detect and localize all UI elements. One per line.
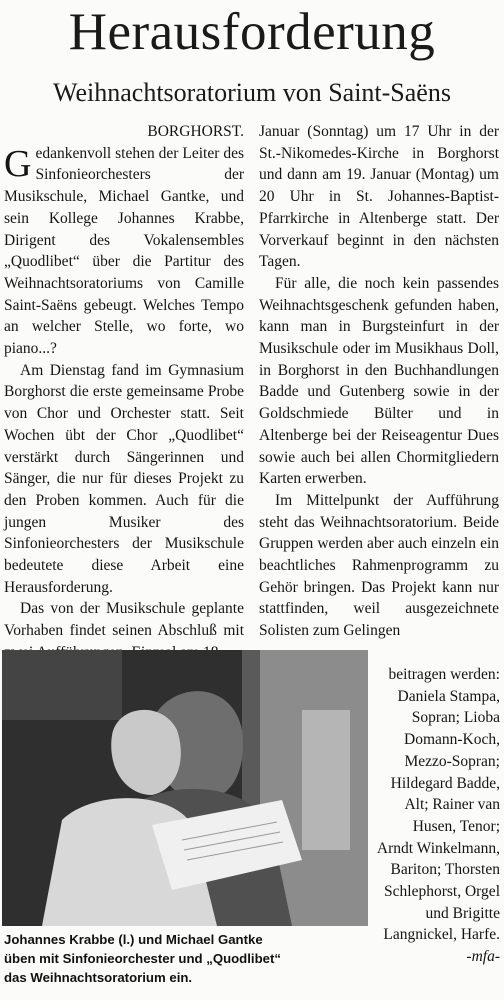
article-subheadline: Weihnachtsoratorium von Saint-Saëns <box>53 78 451 107</box>
article-paragraph: Am Dienstag fand im Gymnasium Borghorst die erste gemeinsame Probe von Chor und Orchester statt. Seit Wochen übt der Chor „Quodlibet“ verstärkt durch Sängerinnen und Sänger, die nur für dieses Projekt zu den Proben kommen. Auch für die jungen Musiker des Sinfonieorchesters der Musikschule bedeutete diese Arbeit eine Herausforderung. <box>4 361 244 596</box>
article-paragraph: Das von der Musikschule geplante Vorhaben findet seinen Abschluß mit <box>4 600 244 640</box>
article-column-right <box>259 121 499 642</box>
article-photo <box>2 650 368 926</box>
caption-line: Johannes Krabbe (l.) und Michael Gantke <box>4 932 263 947</box>
drop-cap: G <box>4 142 32 185</box>
article-column-right-continued <box>374 664 500 968</box>
article-paragraph: Im Mittelpunkt der Aufführung steht das Weihnachtsoratorium. Beide Gruppen werden aber auch einzeln ein beachtliches Rahmenprogramm zu Gehör bringen. Das Projekt kann nur stattfinden, weil ausgezeichnete Solisten zum Gelingen <box>259 491 499 640</box>
article-paragraph: beitragen werden: Daniela Stampa, Sopran; Lioba Domann-Koch, Mezzo-Sopran; Hildegard Badde, Alt; Rainer van Husen, Tenor; Arndt Winkelmann, Bariton; Thorsten Schlephorst, Orgel und Brigitte Langnickel, Harfe. <box>376 666 500 944</box>
caption-line: üben mit Sinfonieorchester und „Quodlibet“ <box>4 951 281 966</box>
photo-image <box>2 650 368 926</box>
paragraph-text: edankenvoll stehen der Leiter des Sinfonieorchesters der Musikschule, Michael Gantke, und sein Kollege Johannes Krabbe, Dirigent des Vokalensembles „Quodlibet“ über die Partitur des Weihnachtsoratoriums von Camille Saint-Saëns gebeugt. Welches Tempo an welcher Stelle, wo forte, wo piano...? <box>4 144 244 358</box>
article-paragraph: Januar (Sonntag) um 17 Uhr in der St.-Nikomedes-Kirche in Borghorst und dann am 19. Januar (Montag) um 20 Uhr in St. Johannes-Baptist-Pfarrkirche in Altenberge statt. Der Vorverkauf beginnt in den nächsten Tagen. <box>259 123 499 271</box>
article-paragraph <box>4 143 244 360</box>
photo-caption <box>4 930 370 987</box>
article-paragraph: Für alle, die noch kein passendes Weihnachtsgeschenk gefunden haben, kann man in Burgsteinfurt in der Musikschule oder im Musikhaus Doll, in Borghorst in den Buchhandlungen Badde und Gutenberg sowie in der Goldschmiede Bülter und in Altenberge bei der Reiseagentur Dues sowie auch bei allen Chormitgliedern Karten erwerben. <box>259 274 499 488</box>
article-headline: Herausforderung <box>68 3 436 61</box>
article-column-left <box>4 121 244 664</box>
article-signature: -mfa- <box>466 948 500 966</box>
dateline: BORGHORST. <box>147 123 244 140</box>
caption-line: das Weihnachtsoratorium ein. <box>4 970 193 985</box>
